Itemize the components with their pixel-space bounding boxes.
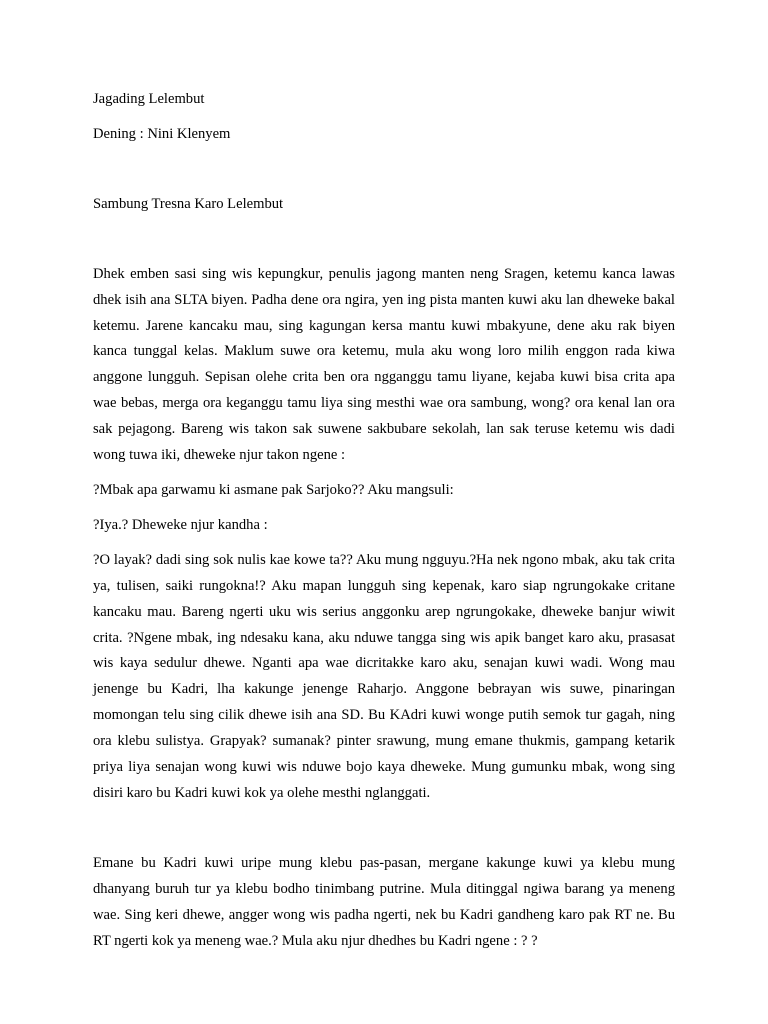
paragraph-story: ?O layak? dadi sing sok nulis kae kowe ta?? Aku mung ngguyu.?Ha nek ngono mbak, aku tak crita ya, tulisen, saiki rungokna!? Aku mapan lungguh sing kepenak, karo siap ngrungokake critane kancaku mau. Bareng ngerti uku wis serius anggonku arep ngrungokake, dheweke banjur wiwit crita. ?Ngene mbak, ing ndesaku kana, aku nduwe tangga sing wis apik banget karo aku, prasasat wis kaya sedulur dhewe. Nganti apa wae dicritakke karo aku, senajan kuwi wadi. Wong mau jenenge bu Kadri, lha kakunge jenenge Raharjo. Anggone bebrayan wis suwe, pinaringan momongan telu sing cilik dhewe isih ana SD. Bu KAdri kuwi wonge putih semok tur gagah, ning ora klebu sulistya. Grapyak? sumanak? pinter srawung, mung emane thukmis, gampang ketarik priya liya senajan wong kuwi wis nduwe bojo kaya dheweke. Mung gumunku mbak, wong sing disiri karo bu Kadri kuwi kok ya olehe mesthi nglanggati. (93, 551, 675, 801)
paragraph-opening: Dhek emben sasi sing wis kepungkur, penulis jagong manten neng Sragen, ketemu kanca lawas dhek isih ana SLTA biyen. Padha dene ora ngira, yen ing pista manten kuwi aku lan dheweke bakal ketemu. Jarene kancaku mau, sing kagungan kersa mantu kuwi mbakyune, dene aku rak biyen kanca tunggal kelas. Maklum suwe ora ketemu, mula aku wong loro milih enggon rada kiwa anggone lungguh. Sepisan olehe crita ben ora ngganggu tamu liyane, kejaba kuwi bisa crita apa wae bebas, merga ora keganggu tamu liya sing mesthi wae ora sambung, wong? ora kenal lan ora sak pejagong. Bareng wis takon sak suwene sakbubare sekolah, lan sak teruse ketemu wis dadi wong tuwa iki, dheweke njur takon ngene : (93, 265, 675, 464)
story-subtitle: Sambung Tresna Karo Lelembut (93, 195, 284, 212)
story-title: Jagading Lelembut (93, 91, 205, 107)
paragraph-question: ?Mbak apa garwamu ki asmane pak Sarjoko?? Aku mangsuli: (93, 481, 454, 498)
paragraph-answer: ?Iya.? Dheweke njur kandha : (93, 516, 268, 533)
author-line: Dening : Nini Klenyem (93, 125, 231, 142)
document-body (93, 87, 675, 954)
paragraph-continuation: Emane bu Kadri kuwi uripe mung klebu pas-pasan, mergane kakunge kuwi ya klebu mung dhanyang buruh tur ya klebu bodho tinimbang putrine. Mula ditinggal ngiwa barang ya meneng wae. Sing keri dhewe, angger wong wis padha ngerti, nek bu Kadri gandheng karo pak RT ne. Bu RT ngerti kok ya meneng wae.? Mula aku njur dhedhes bu Kadri ngene : ? ? (93, 854, 675, 949)
